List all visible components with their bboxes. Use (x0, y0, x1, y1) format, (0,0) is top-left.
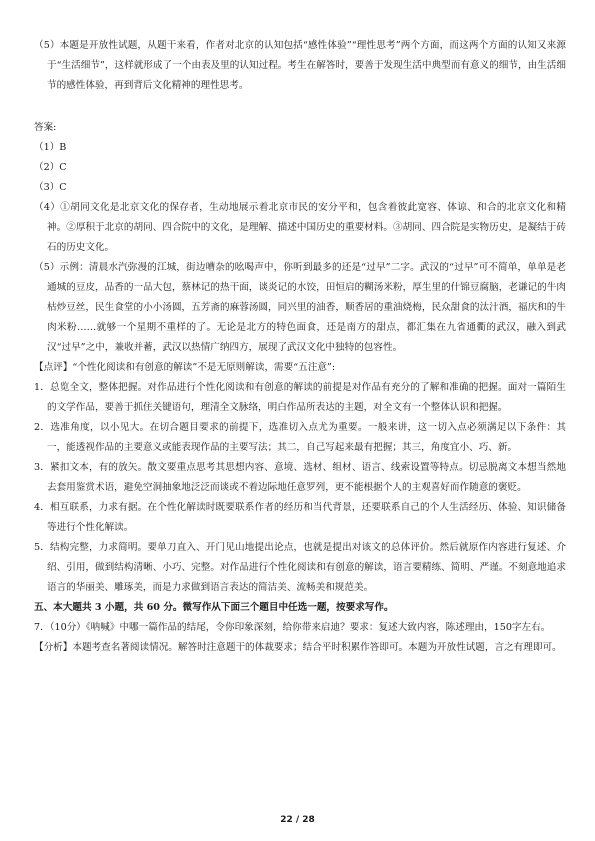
section-heading-5: 五、本大题共 3 小题，共 60 分。微写作从下面三个题目中任选一题，按要求写作。 (34, 602, 394, 613)
analysis-7: 【分析】本题考查名著阅读情况。解答时注意题干的体裁要求；结合平时积累作答即可。本题为开放性试题，言之有理即可。 (34, 642, 562, 653)
comment-point-4: 4．相互联系，力求有据。在个性化解读时既要联系作者的经历和当代背景，还要联系自己的个人生活经历、体验、知识储备等进行个性化解读。 (34, 502, 566, 533)
answer-2: （2）C (34, 162, 67, 173)
comment-heading: 【点评】“个性化阅读和有创意的解读”不是无原则解读，需要“五注意”: (34, 362, 336, 373)
answer-5: （5）示例：清晨水汽弥漫的江城，街边嘈杂的吆喝声中，你听到最多的还是“过早”二字。武汉的“过早”可不简单，单单是老通城的豆皮，品香的一品大包，蔡林记的热干面，谈炎记的水饺，田恒启的糊汤米粉，厚生里的什锦豆腐脑，老谦记的牛肉枯炒豆丝，民生食堂的小小汤圆，五芳斋的麻蓉汤圆，同兴里的油香，顺香居的重油烧梅，民众甜食的汰汁酒，福庆和的牛肉米粉……就够一个星期不重样的了。无论是北方的特色面食，还是南方的甜点，都汇集在九省通衢的武汉，融入到武汉“过早”之中，兼收并蓄，武汉以热情广纳四方，展现了武汉文化中独特的包容性。 (34, 262, 566, 353)
page-content (34, 36, 566, 658)
page-number: 22 / 28 (280, 815, 315, 825)
paragraph-analysis-5: （5）本题是开放性试题，从题干来看，作者对北京的认知包括“感性体验”“理性思考”两个方面，而这两个方面的认知又来源于“生活细节”，这样就形成了一个由表及里的认知过程。考生在解答时，要善于发现生活中典型而有意义的细节，由生活细节的感性体验，再到背后文化精神的理性思考。 (34, 40, 566, 91)
comment-point-5: 5．结构完整，力求简明。要单刀直入、开门见山地提出论点，也就是提出对该文的总体评价。然后就原作内容进行复述、介绍、引用，做到结构清晰、小巧、完整。对作品进行个性化阅读和有创意的解读，语言要精练、简明、严谨。不刻意地追求语言的华丽美、雕琢美，而是力求做到语言表达的简洁美、流畅美和规范美。 (34, 542, 566, 593)
answer-3: （3）C (34, 182, 67, 193)
answer-label: 答案: (34, 122, 57, 133)
comment-point-2: 2．选准角度，以小见大。在切合题目要求的前提下，选准切入点尤为重要。一般来讲，这一切入点必须满足以下条件：其一，能透视作品的主要意义或能表现作品的主要写法；其二，自己写起来最有把握；其三，角度宜小、巧、新。 (34, 422, 566, 453)
question-7: 7．（10分）《呐喊》中哪一篇作品的结尾，令你印象深刻，给你带来启迪？要求：复述大致内容，陈述理由，150字左右。 (34, 622, 551, 633)
comment-point-1: 1．总览全文，整体把握。对作品进行个性化阅读和有创意的解读的前提是对作品有充分的了解和准确的把握。面对一篇陌生的文学作品，要善于抓住关键语句，理清全文脉络，明白作品所表达的主题，对全文有一个整体认识和把握。 (34, 382, 566, 413)
answer-1: （1）B (34, 142, 67, 153)
answer-4: （4）①胡同文化是北京文化的保存者，生动地展示着北京市民的安分平和，包含着彼此宽容、体谅、和合的北京文化和精神。②厚积于北京的胡同、四合院中的文化，是理解、描述中国历史的重要材料。③胡同、四合院是实物历史，是凝结于砖石的历史文化。 (34, 202, 566, 253)
comment-point-3: 3．紧扣文本，有的放矢。散文要重点思考其思想内容、意境、选材、组材、语言、线索设置等特点。切忌脱离文本想当然地去套用鉴赏术语，避免空洞抽象地泛泛而谈或不着边际地任意罗列，更不能根据个人的主观喜好而作随意的褒贬。 (34, 462, 566, 493)
